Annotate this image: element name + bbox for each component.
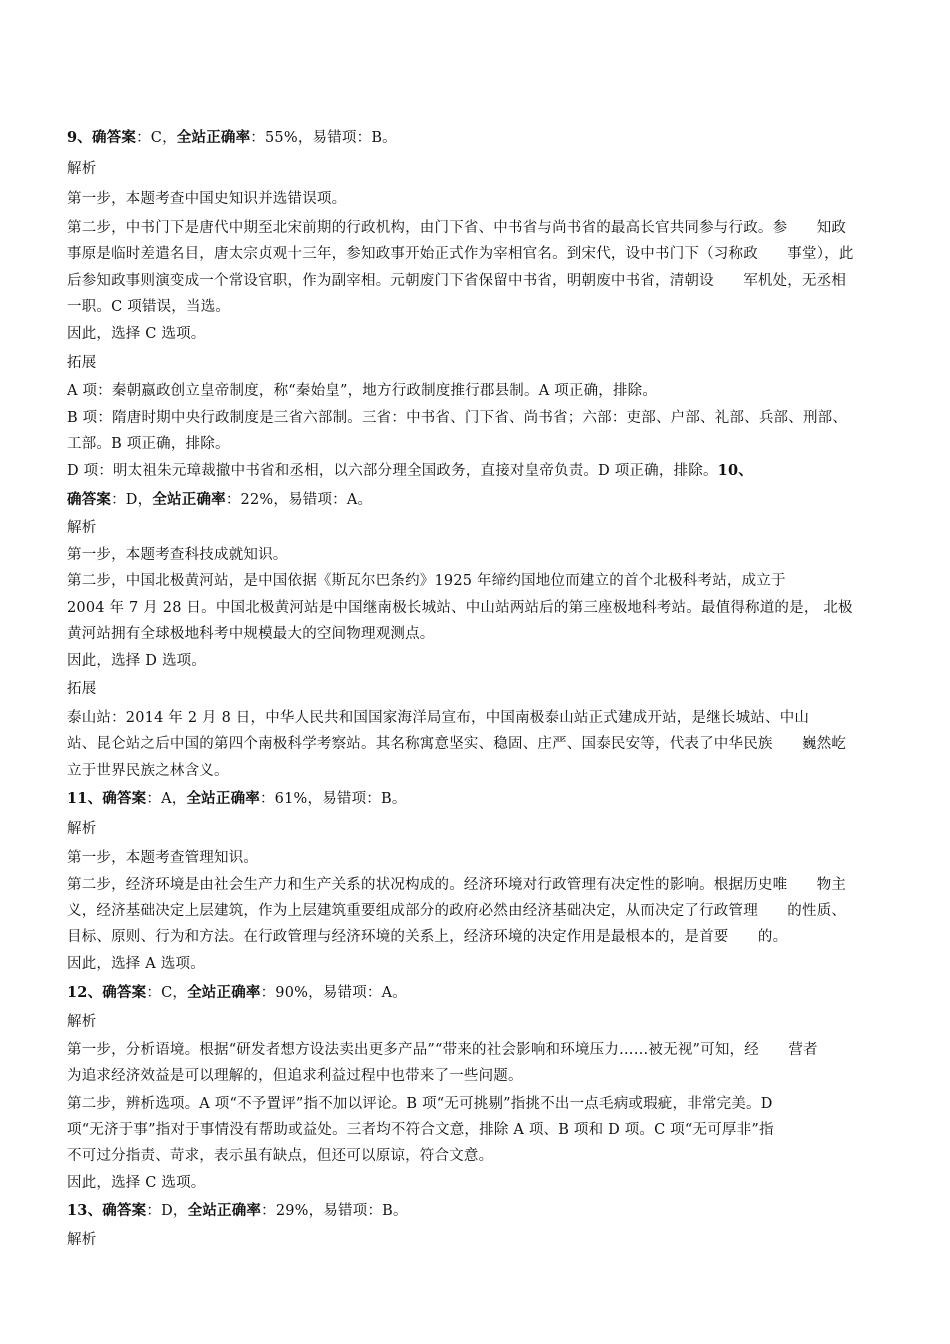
q10-rate-label: 全站正确率 <box>152 491 226 508</box>
q12-answer-value: ：C， <box>146 985 188 1001</box>
q10-step1: 第一步，本题考查科技成就知识。 <box>67 547 288 563</box>
q13-analysis-heading: 解析 <box>67 1232 97 1248</box>
q11-rate-value: ：61%，易错项：B。 <box>259 791 407 807</box>
q9-answer-value: ：C， <box>136 130 177 146</box>
q12-step2-line3: 不可过分指责、苛求，表示虽有缺点，但还可以原谅，符合文意。 <box>67 1148 494 1164</box>
q12-conclusion: 因此，选择 C 选项。 <box>67 1175 206 1191</box>
q10-extend-line2: 站、昆仑站之后中国的第四个南极科学考察站。其名称寓意坚实、稳固、庄严、国泰民安等，代表了中华民族 巍然屹 <box>67 736 847 752</box>
q10-number: 10、 <box>717 462 753 479</box>
q9-extend-b-line1: B 项：隋唐时期中央行政制度是三省六部制。三省：中书省、门下省、尚书省；六部：吏部、户部、礼部、兵部、刑部、 <box>67 410 848 426</box>
q12-rate-value: ：90%，易错项：A。 <box>260 985 407 1001</box>
q10-conclusion: 因此，选择 D 选项。 <box>67 653 207 669</box>
q13-rate-value: ：29%，易错项：B。 <box>261 1203 408 1219</box>
q9-extend-b-line2: 工部。B 项正确，排除。 <box>67 436 230 452</box>
q12-answer-header <box>67 983 407 1003</box>
q11-conclusion: 因此，选择 A 选项。 <box>67 956 205 972</box>
q12-step2-line2: 项“无济于事”指对于事情没有帮助或益处。三者均不符合文意，排除 A 项、B 项和 D 项。C 项“无可厚非”指 <box>67 1122 774 1138</box>
q12-analysis-heading: 解析 <box>67 1014 97 1030</box>
q11-answer-header <box>67 789 407 809</box>
q9-step2-line1: 第二步，中书门下是唐代中期至北宋前期的行政机构，由门下省、中书省与尚书省的最高长官共同参与行政。参 知政 <box>67 220 847 236</box>
q11-step2-line2: 义，经济基础决定上层建筑，作为上层建筑重要组成部分的政府必然由经济基础决定，从而决定了行政管理 的性质、 <box>67 903 847 919</box>
q13-answer-header <box>67 1201 408 1221</box>
q9-extend-a: A 项：秦朝嬴政创立皇帝制度，称“秦始皇”，地方行政制度推行郡县制。A 项正确，排除。 <box>67 383 658 399</box>
q9-extend-heading: 拓展 <box>67 355 97 371</box>
q11-step1: 第一步，本题考查管理知识。 <box>67 850 259 866</box>
q10-step2-line3: 黄河站拥有全球极地科考中规模最大的空间物理观测点。 <box>67 626 435 642</box>
q9-answer-header <box>67 128 397 148</box>
q10-answer-header <box>67 490 372 510</box>
q10-step2-line1: 第二步，中国北极黄河站，是中国依据《斯瓦尔巴条约》1925 年缔约国地位而建立的首个北极科考站，成立于 <box>67 573 786 589</box>
q13-rate-label: 全站正确率 <box>187 1202 262 1219</box>
q12-step2-line1: 第二步，辨析选项。A 项“不予置评”指不加以评论。B 项“无可挑剔”指挑不出一点毛病或瑕疵，非常完美。D <box>67 1096 773 1112</box>
q11-step2-line1: 第二步，经济环境是由社会生产力和生产关系的状况构成的。经济环境对行政管理有决定性的影响。根据历史唯 物主 <box>67 877 847 893</box>
q12-step1-line2: 为追求经济效益是可以理解的，但追求利益过程中也带来了一些问题。 <box>67 1068 523 1084</box>
q11-analysis-heading: 解析 <box>67 821 97 837</box>
q10-step2-line2: 2004 年 7 月 28 日。中国北极黄河站是中国继南极长城站、中山站两站后的第三座极地科考站。最值得称道的是， 北极 <box>67 600 853 616</box>
q10-extend-line1: 泰山站：2014 年 2 月 8 日，中华人民共和国国家海洋局宣布，中国南极泰山站正式建成开站，是继长城站、中山 <box>67 710 810 726</box>
q12-answer-label: 12、确答案 <box>67 984 147 1001</box>
q9-step2-line3: 后参知政事则演变成一个常设官职，作为副宰相。元朝废门下省保留中书省，明朝废中书省，清朝设 军机处，无丞相 <box>67 273 847 289</box>
q9-conclusion: 因此，选择 C 选项。 <box>67 326 206 342</box>
q9-rate-value: ：55%，易错项：B。 <box>250 130 397 146</box>
q10-rate-value: ：22%，易错项：A。 <box>225 492 373 508</box>
q12-step1-line1: 第一步，分析语境。根据“研发者想方设法卖出更多产品”“带来的社会影响和环境压力……被无视”可知，经 营者 <box>67 1042 818 1058</box>
q9-step2-line2: 事原是临时差遣名目，唐太宗贞观十三年，参知政事开始正式作为宰相官名。到宋代，设中书门下（习称政 事堂），此 <box>67 246 854 262</box>
q11-answer-value: ：A， <box>146 791 187 807</box>
q12-rate-label: 全站正确率 <box>187 984 261 1001</box>
q9-answer-label: 9、确答案 <box>67 129 137 146</box>
q9-rate-label: 全站正确率 <box>176 129 251 146</box>
q10-answer-label: 确答案 <box>67 491 112 508</box>
q10-analysis-heading: 解析 <box>67 520 97 536</box>
q9-extend-d <box>67 461 753 481</box>
q11-answer-label: 11、确答案 <box>67 790 147 807</box>
q9-extend-d-text: D 项：明太祖朱元璋裁撤中书省和丞相，以六部分理全国政务，直接对皇帝负责。D 项正确，排除。 <box>67 463 718 479</box>
q9-analysis-heading: 解析 <box>67 161 97 177</box>
q11-rate-label: 全站正确率 <box>186 790 260 807</box>
q10-extend-line3: 立于世界民族之林含义。 <box>67 763 229 779</box>
q9-step2-line4: 一职。C 项错误，当选。 <box>67 299 231 315</box>
q11-step2-line3: 目标、原则、行为和方法。在行政管理与经济环境的关系上，经济环境的决定作用是最根本的，是首要 的。 <box>67 929 788 945</box>
q13-answer-label: 13、确答案 <box>67 1202 147 1219</box>
q10-extend-heading: 拓展 <box>67 681 97 697</box>
q13-answer-value: ：D， <box>146 1203 188 1219</box>
q9-step1: 第一步，本题考查中国史知识并选错误项。 <box>67 191 347 207</box>
q10-answer-value: ：D， <box>111 492 153 508</box>
